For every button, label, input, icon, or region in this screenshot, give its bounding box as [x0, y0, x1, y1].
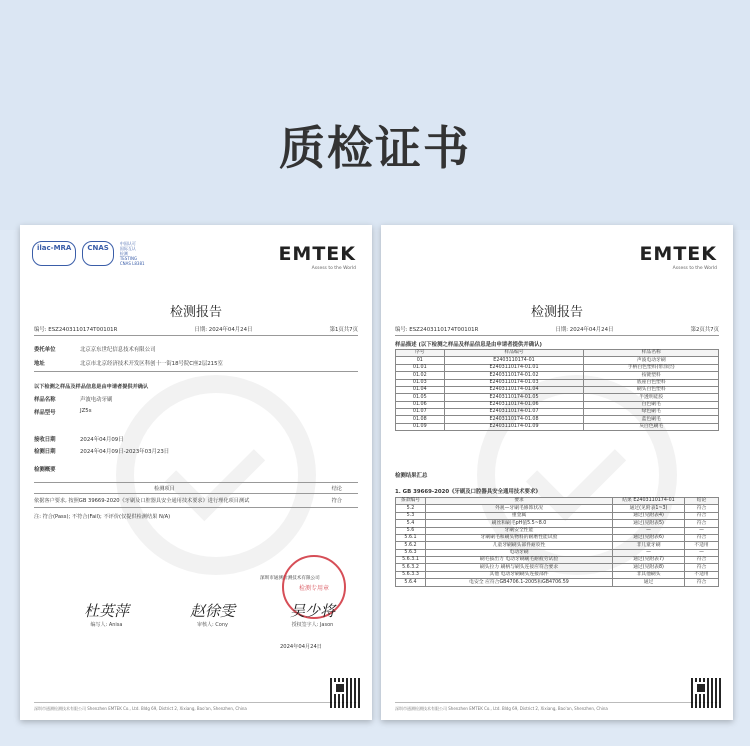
result-row: [396, 549, 719, 556]
table-cell: 符合: [685, 579, 719, 586]
report-id-line: 编号: ESZ2403110174T00101R 日期: 2024年04月24日 第2页共7页: [395, 327, 719, 333]
result-row: [396, 557, 719, 564]
table-cell: 通过(见附表4): [613, 512, 685, 519]
table-cell: E2403110174-01.04: [444, 386, 584, 393]
certificate-page-2: [381, 225, 733, 720]
sample-row: [396, 357, 719, 364]
table-cell: 灰白色刷毛: [584, 423, 719, 430]
result-section-title: 检测结果汇总: [395, 473, 428, 479]
table-cell: 通过(见附表7): [613, 557, 685, 564]
table-cell: 不适用: [685, 542, 719, 549]
sample-name-field: 样品名称 声波电动牙刷: [34, 397, 113, 403]
table-cell: 5.6.4: [396, 579, 426, 586]
table-cell: E2403110174-01.03: [444, 379, 584, 386]
qr-code: [691, 678, 721, 708]
sample-row: [396, 416, 719, 423]
table-cell: 5.6.3.3: [396, 571, 426, 578]
table-cell: 底座白色塑料: [584, 379, 719, 386]
table-cell: 符合: [685, 520, 719, 527]
table-cell: 通过(见附表6): [613, 534, 685, 541]
divider: [34, 482, 358, 483]
table-cell: 通过(见附表8): [613, 564, 685, 571]
table-cell: 通过: [613, 579, 685, 586]
sample-section-title: 样品描述 (以下检测之样品及样品信息是由申请者提供并确认): [395, 342, 542, 348]
table-cell: 5.3: [396, 512, 426, 519]
table-cell: 5.6.3.1: [396, 557, 426, 564]
cnas-mark-text: 中国认可 国际互认 检测 TESTING CNAS L8381: [119, 241, 145, 266]
signer-reviewer: 赵徐雯 审核人: Cony: [190, 602, 236, 628]
emtek-logo: EMTEK Assess to the World: [278, 243, 356, 271]
divider: [34, 335, 358, 336]
table-cell: 5.6.1: [396, 534, 426, 541]
watermark-logo: [116, 375, 316, 575]
table-cell: 手柄白色塑料(带涂层): [584, 364, 719, 371]
table-cell: 不适用: [685, 571, 719, 578]
table-cell: 儿童牙刷刷头部件耐咬性: [426, 542, 613, 549]
provided-note: 以下检测之样品及样品信息是由申请者提供并确认: [34, 384, 149, 390]
divider: [34, 493, 358, 494]
table-cell: —: [613, 527, 685, 534]
table-cell: 01.08: [396, 416, 445, 423]
table-cell: 刷丝和刷毛pH值5.5~8.0: [426, 520, 613, 527]
sample-row: [396, 401, 719, 408]
table-cell: 01: [396, 357, 445, 364]
table-cell: 5.4: [396, 520, 426, 527]
divider: [395, 335, 719, 336]
table-cell: 符合: [685, 557, 719, 564]
table-cell: 01.04: [396, 386, 445, 393]
summary-field: 检测概要: [34, 467, 56, 473]
report-id-line: 编号: ESZ2403110174T00101R 日期: 2024年04月24日 第1页共7页: [34, 327, 358, 333]
report-title: 检测报告: [530, 305, 583, 320]
table-cell: 5.6.3.2: [396, 564, 426, 571]
table-cell: 电安全 应符合GB4706.1-2005和GB4706.59: [426, 579, 613, 586]
table-cell: 5.2: [396, 505, 426, 512]
table-cell: 刷毛拔出力 电动牙刷刷毛耐疲劳试验: [426, 557, 613, 564]
table-cell: 电动牙刷: [426, 549, 613, 556]
table-cell: 01.03: [396, 379, 445, 386]
table-cell: 01.09: [396, 423, 445, 430]
table-cell: E2403110174-01.05: [444, 394, 584, 401]
sample-table: 序号 样品编号 样品名称 01 E2403110174-01 声波电动牙刷 01.01 E2403110174-01.01 手柄白色塑料(带涂层) 01.02 E2403110174-01.02 按键塑料 01.03 E2403110174-01.03 底座白色塑料 01.04 E2403110174-01.04 刷头白色塑料 01.05 E2403110174-01.05 半透明硅胶 01.06 E2403110174-01.06 白色刷毛 01.07 E2403110174-01.07 绿色刷毛 01.08 E2403110174-01.08 蓝色刷毛 01.09 E2403110174-01.09 灰白色刷毛: [395, 349, 719, 431]
table-cell: 声波电动牙刷: [584, 357, 719, 364]
table-cell: E2403110174-01.01: [444, 364, 584, 371]
address-field: 地址 北京市北京经济技术开发区科创十一街18号院C座2层215室: [34, 361, 223, 367]
table-cell: 符合: [685, 534, 719, 541]
sample-row: [396, 409, 719, 416]
result-row: [396, 542, 719, 549]
table-cell: 01.01: [396, 364, 445, 371]
table-cell: 符合: [685, 512, 719, 519]
table-cell: 绿色刷毛: [584, 409, 719, 416]
signer-editor: 杜英萍 编写人: Anisa: [84, 602, 130, 628]
summary-row: 依据客户要求, 按照GB 39669-2020《牙刷及口腔器具安全通用技术要求》进行理化项目测试 符合: [34, 498, 342, 504]
sample-row: [396, 386, 719, 393]
accreditation-logos: [32, 241, 145, 266]
table-cell: 01.07: [396, 409, 445, 416]
table-cell: 其他 电动牙刷刷头连接部件: [426, 571, 613, 578]
sample-model-field: 样品型号 JZ5s: [34, 408, 92, 416]
signer-approver: 吴少将 授权签字人: Jason: [290, 602, 336, 628]
table-cell: E2403110174-01.06: [444, 401, 584, 408]
table-cell: 牙刷安全性能: [426, 527, 613, 534]
receive-date-field: 接收日期 2024年04月09日: [34, 437, 124, 443]
qr-code: [330, 678, 360, 708]
legend-note: 注: 符合(Pass); 不符合(Fail); 不评价(仅提供检测结果 N/A): [34, 514, 171, 520]
client-field: 委托单位 北京京东世纪信息技术有限公司: [34, 347, 156, 353]
cnas-logo: CNAS: [82, 241, 113, 266]
table-cell: E2403110174-01.08: [444, 416, 584, 423]
table-cell: 符合: [685, 505, 719, 512]
table-cell: E2403110174-01: [444, 357, 584, 364]
table-cell: 符合: [685, 564, 719, 571]
summary-header: 检测项目 结论: [154, 486, 342, 492]
table-cell: 刷头白色塑料: [584, 386, 719, 393]
sample-row: [396, 372, 719, 379]
ilac-mra-logo: ilac-MRA: [32, 241, 76, 266]
sample-row: [396, 364, 719, 371]
table-cell: E2403110174-01.07: [444, 409, 584, 416]
report-title: 检测报告: [169, 305, 222, 320]
sample-row: [396, 423, 719, 430]
test-date-field: 检测日期 2024年04月09日-2023年03月23日: [34, 449, 170, 455]
table-cell: 5.6: [396, 527, 426, 534]
sign-date: 2024年04月24日: [280, 644, 322, 650]
official-stamp: 检测专用章: [282, 555, 346, 619]
sample-row: [396, 379, 719, 386]
table-cell: E2403110174-01.09: [444, 423, 584, 430]
standard-line: 1. GB 39669-2020《牙刷及口腔器具安全通用技术要求》: [395, 489, 541, 495]
page-footer: 深圳市通测检测技术有限公司 Shenzhen EMTEK Co., Ltd. Bldg 69, District 2, Xixiang, Bao'an, Shenzhen, China: [20, 702, 372, 712]
org-line: 深圳市通测检测技术有限公司: [260, 576, 320, 581]
result-row: [396, 527, 719, 534]
sample-row: [396, 394, 719, 401]
table-cell: 半透明硅胶: [584, 394, 719, 401]
table-cell: E2403110174-01.02: [444, 372, 584, 379]
table-cell: —: [613, 549, 685, 556]
result-row: [396, 571, 719, 578]
result-row: [396, 505, 719, 512]
table-cell: 按键塑料: [584, 372, 719, 379]
table-cell: 蓝色刷毛: [584, 416, 719, 423]
table-cell: —: [685, 527, 719, 534]
table-cell: 牙刷刷毛和刷头物料的耐磨性能试验: [426, 534, 613, 541]
table-cell: 外观—牙刷毛修饰状况: [426, 505, 613, 512]
divider: [34, 507, 358, 508]
result-row: [396, 520, 719, 527]
table-cell: 5.6.3: [396, 549, 426, 556]
table-cell: —: [685, 549, 719, 556]
table-cell: 01.06: [396, 401, 445, 408]
divider: [34, 371, 358, 372]
emtek-logo: EMTEK Assess to the World: [639, 243, 717, 271]
table-cell: 刷头拉力 刷柄与刷头连接应符合要求: [426, 564, 613, 571]
result-table: 条款编号 要求 结果 E2403110174-01 结论 5.2 外观—牙刷毛修饰状况 通过(见附表1~3) 符合 5.3 重金属 通过(见附表4) 符合 5.4 刷丝和刷毛pH值5.5~8.0 通过(见附表5) 符合 5.6 牙刷安全性能 — — 5.6.1 牙刷刷毛和刷头物料的耐磨性能试验 通过(见附表6) 符合 5.6.2 儿童牙刷刷头部件耐咬性 非儿童牙刷 不适用 5.6.3 电动牙刷 — — 5.6.3.1 刷毛拔出力 电动牙刷刷毛耐疲劳试验 通过(见附表7) 符合 5.6.3.2 刷头拉力 刷柄与刷头连接应符合要求 通过(见附表8) 符合 5.6.3.3 其他 电动牙刷刷头连接部件 非其他刷头 不适用 5.6.4 电安全 应符合GB4706.1-2005和GB4706.59 通过 符合: [395, 497, 719, 587]
table-cell: 重金属: [426, 512, 613, 519]
table-cell: 通过(见附表1~3): [613, 505, 685, 512]
table-cell: 01.05: [396, 394, 445, 401]
result-row: [396, 534, 719, 541]
result-row: [396, 579, 719, 586]
page-footer: 深圳市通测检测技术有限公司 Shenzhen EMTEK Co., Ltd. Bldg 69, District 2, Xixiang, Bao'an, Shenzhen, China: [381, 702, 733, 712]
table-cell: 5.6.2: [396, 542, 426, 549]
result-row: [396, 564, 719, 571]
certificate-page-1: [20, 225, 372, 720]
page-title: 质检证书: [279, 121, 471, 175]
table-cell: 01.02: [396, 372, 445, 379]
table-cell: 非儿童牙刷: [613, 542, 685, 549]
table-cell: 通过(见附表5): [613, 520, 685, 527]
table-cell: 非其他刷头: [613, 571, 685, 578]
table-cell: 白色刷毛: [584, 401, 719, 408]
result-row: [396, 512, 719, 519]
